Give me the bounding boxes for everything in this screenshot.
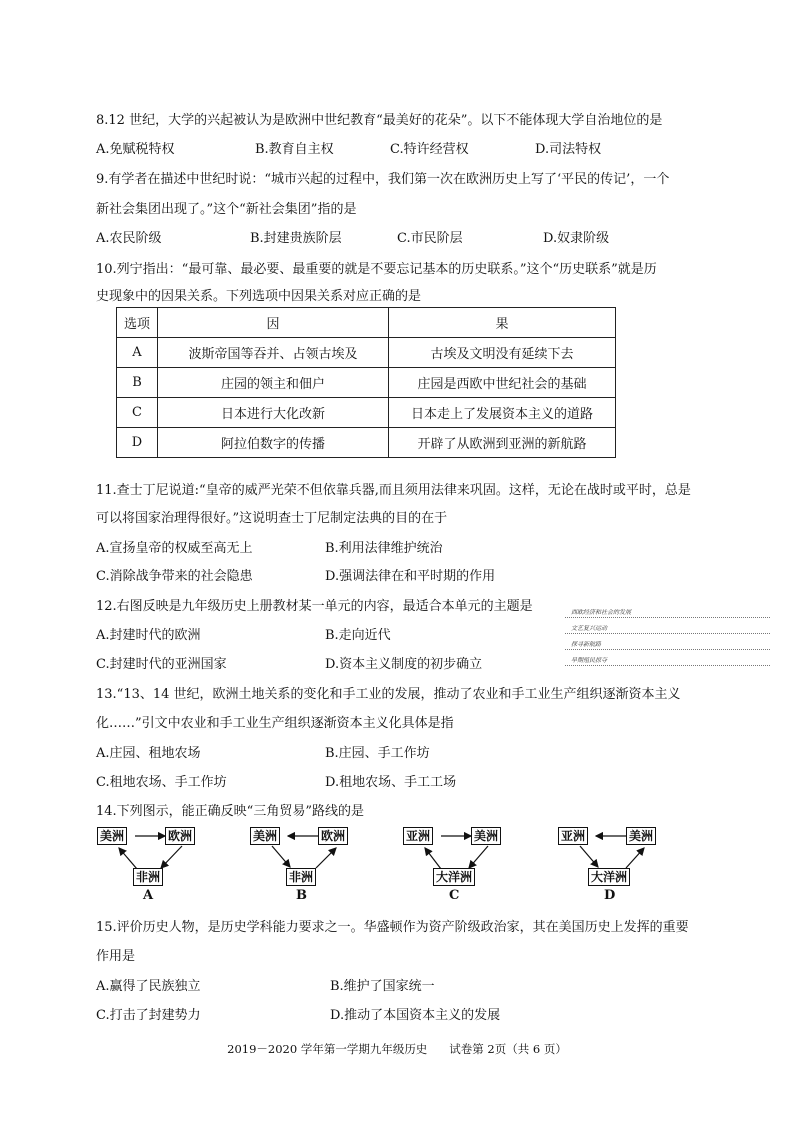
q11-option-a: A.宣扬皇帝的权威至高无上 [96, 541, 253, 556]
table-cell: 日本走上了发展资本主义的道路 [389, 398, 616, 428]
q13-option-c: C.租地农场、手工作坊 [96, 775, 227, 790]
q13-stem-line2: 化……”引文中农业和手工业生产组织逐渐资本主义化具体是指 [96, 716, 454, 731]
table-row [117, 368, 616, 398]
q15-option-b: B.维护了国家统一 [330, 979, 435, 994]
q15-option-a: A.赢得了民族独立 [96, 979, 201, 994]
box-top-left: 亚洲 [403, 827, 433, 845]
table-header-cause: 因 [158, 308, 389, 338]
q11-option-c: C.消除战争带来的社会隐患 [96, 569, 253, 584]
box-top-left: 美洲 [250, 827, 280, 845]
q13-option-a: A.庄园、租地农场 [96, 746, 201, 761]
table-row [117, 428, 616, 458]
q9-option-b: B.封建贵族阶层 [250, 231, 342, 246]
table-cell: 开辟了从欧洲到亚洲的新航路 [389, 428, 616, 458]
table-row [117, 338, 616, 368]
table-cell: B [117, 368, 158, 398]
q15-option-c: C.打击了封建势力 [96, 1008, 201, 1023]
q8-option-b: B.教育自主权 [255, 142, 334, 157]
table-cell: 庄园的领主和佃户 [158, 368, 389, 398]
q15-option-d: D.推动了本国资本主义的发展 [330, 1008, 501, 1023]
unit-contents-figure [565, 607, 770, 667]
q10-stem-line1: 10.列宁指出：“最可靠、最必要、最重要的就是不要忘记基本的历史联系。”这个“历史联系”就是历 [96, 262, 657, 277]
box-top-left: 美洲 [97, 827, 127, 845]
q11-option-d: D.强调法律在和平时期的作用 [325, 569, 496, 584]
table-cell: A [117, 338, 158, 368]
figure-item: 早期殖民掠夺 [565, 655, 770, 666]
q9-option-d: D.奴隶阶级 [543, 231, 610, 246]
table-cell: C [117, 398, 158, 428]
figure-item: 文艺复兴运动 [565, 623, 770, 634]
box-top-right: 美洲 [626, 827, 656, 845]
q12-stem: 12.右图反映是九年级历史上册教材某一单元的内容，最适合本单元的主题是 [96, 599, 533, 614]
q12-option-a: A.封建时代的欧洲 [96, 628, 201, 643]
diagram-label: A [143, 888, 154, 903]
diagram-label: B [296, 888, 307, 903]
figure-item: 探寻新航路 [565, 639, 770, 650]
table-cell: 庄园是西欧中世纪社会的基础 [389, 368, 616, 398]
q13-option-d: D.租地农场、手工工场 [325, 775, 457, 790]
box-top-right: 欧洲 [318, 827, 348, 845]
q12-option-b: B.走向近代 [325, 628, 391, 643]
triangle-trade-diagram-b [250, 824, 360, 906]
box-top-right: 欧洲 [165, 827, 195, 845]
q15-stem-line2: 作用是 [96, 949, 136, 964]
q15-stem-line1: 15.评价历史人物，是历史学科能力要求之一。华盛顿作为资产阶级政治家，其在美国历史上发挥的重要 [96, 920, 689, 935]
table-cell: 阿拉伯数字的传播 [158, 428, 389, 458]
table-cell: 波斯帝国等吞并、占领古埃及 [158, 338, 389, 368]
box-top-right: 美洲 [471, 827, 501, 845]
q13-option-b: B.庄园、手工作坊 [325, 746, 430, 761]
box-bottom: 大洋洲 [433, 868, 475, 886]
box-bottom: 非洲 [286, 868, 316, 886]
q9-stem-line1: 9.有学者在描述中世纪时说：“城市兴起的过程中，我们第一次在欧洲历史上写了‘平民的传记’，一个 [96, 172, 670, 187]
triangle-trade-diagram-a [97, 824, 207, 906]
q10-stem-line2: 史现象中的因果关系。下列选项中因果关系对应正确的是 [96, 289, 422, 304]
table-row [117, 398, 616, 428]
q11-stem-line2: 可以将国家治理得很好。”这说明查士丁尼制定法典的目的在于 [96, 511, 448, 526]
table-cell: 日本进行大化改新 [158, 398, 389, 428]
q12-option-d: D.资本主义制度的初步确立 [325, 657, 483, 672]
q8-stem: 8.12 世纪，大学的兴起被认为是欧洲中世纪教育“最美好的花朵”。以下不能体现大学自治地位的是 [96, 113, 663, 128]
table-cell: D [117, 428, 158, 458]
figure-item: 西欧经济和社会的发展 [565, 607, 770, 618]
table-cell: 古埃及文明没有延续下去 [389, 338, 616, 368]
q11-option-b: B.利用法律维护统治 [325, 541, 443, 556]
q8-option-d: D.司法特权 [535, 142, 602, 157]
q12-option-c: C.封建时代的亚洲国家 [96, 657, 227, 672]
table-header-row [117, 308, 616, 338]
table-header-option: 选项 [117, 308, 158, 338]
box-bottom: 非洲 [133, 868, 163, 886]
triangle-trade-diagram-d [558, 824, 668, 906]
diagram-label: C [449, 888, 460, 903]
q13-stem-line1: 13.“13、14 世纪，欧洲土地关系的变化和手工业的发展，推动了农业和手工业生产组织逐渐资本主义 [96, 687, 681, 702]
triangle-trade-diagram-c [403, 824, 513, 906]
q9-option-a: A.农民阶级 [96, 231, 162, 246]
diagram-label: D [604, 888, 616, 903]
cause-effect-table [116, 307, 616, 458]
table-header-effect: 果 [389, 308, 616, 338]
page-footer: 2019－2020 学年第一学期九年级历史 试卷第 2页（共 6 页） [227, 1042, 567, 1056]
box-top-left: 亚洲 [558, 827, 588, 845]
q8-option-a: A.免赋税特权 [96, 142, 175, 157]
box-bottom: 大洋洲 [588, 868, 630, 886]
q8-option-c: C.特许经营权 [390, 142, 469, 157]
q11-stem-line1: 11.查士丁尼说道:“皇帝的威严光荣不但依靠兵器,而且须用法律来巩固。这样，无论在战时或平时，总是 [96, 483, 691, 498]
q9-option-c: C.市民阶层 [397, 231, 463, 246]
q14-stem: 14.下列图示，能正确反映“三角贸易”路线的是 [96, 804, 364, 819]
q9-stem-line2: 新社会集团出现了。”这个“新社会集团”指的是 [96, 202, 357, 217]
